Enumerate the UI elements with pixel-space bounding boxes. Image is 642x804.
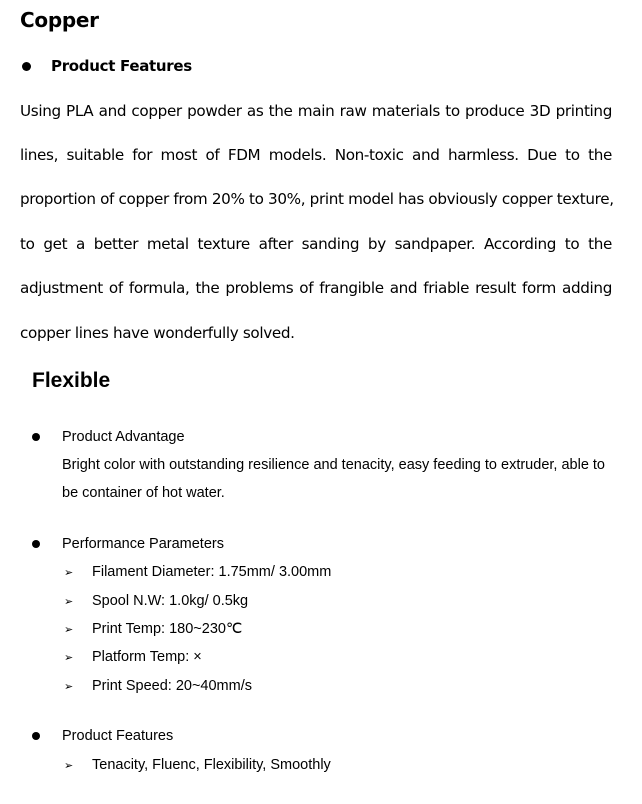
copper-paragraph-line: to get a better metal texture after sanding by sandpaper. According to the xyxy=(20,235,612,253)
flexible-section-title: Flexible xyxy=(32,369,111,392)
copper-paragraph-line: lines, suitable for most of FDM models. Non-toxic and harmless. Due to the xyxy=(20,146,612,164)
copper-section-title: Copper xyxy=(20,8,99,32)
arrow-bullet-icon: ➢ xyxy=(64,595,74,608)
copper-paragraph-line: copper lines have wonderfully solved. xyxy=(20,324,295,342)
parameter-item: Print Temp: 180~230℃ xyxy=(92,621,243,637)
arrow-bullet-icon: ➢ xyxy=(64,651,74,664)
advantage-text-line: Bright color with outstanding resilience and tenacity, easy feeding to extruder, able to xyxy=(62,457,605,473)
parameter-item: Filament Diameter: 1.75mm/ 3.00mm xyxy=(92,564,332,580)
parameter-item: Platform Temp: × xyxy=(92,649,202,665)
features-heading: Product Features xyxy=(62,728,174,744)
parameter-item: Spool N.W: 1.0kg/ 0.5kg xyxy=(92,593,249,609)
performance-heading: Performance Parameters xyxy=(62,536,224,552)
bullet-icon xyxy=(32,433,40,441)
copper-paragraph-line: Using PLA and copper powder as the main raw materials to produce 3D printing xyxy=(20,102,612,120)
bullet-icon xyxy=(32,732,40,740)
arrow-bullet-icon: ➢ xyxy=(64,759,74,772)
advantage-heading: Product Advantage xyxy=(62,429,185,445)
copper-paragraph-line: adjustment of formula, the problems of frangible and friable result form adding xyxy=(20,279,612,297)
arrow-bullet-icon: ➢ xyxy=(64,566,74,579)
copper-features-heading: Product Features xyxy=(51,57,192,75)
advantage-text-line: be container of hot water. xyxy=(62,485,225,501)
feature-item: Tenacity, Fluenc, Flexibility, Smoothly xyxy=(92,757,331,773)
bullet-icon xyxy=(32,540,40,548)
arrow-bullet-icon: ➢ xyxy=(64,680,74,693)
copper-paragraph-line: proportion of copper from 20% to 30%, print model has obviously copper texture, xyxy=(20,190,614,208)
arrow-bullet-icon: ➢ xyxy=(64,623,74,636)
parameter-item: Print Speed: 20~40mm/s xyxy=(92,678,252,694)
bullet-icon xyxy=(22,62,31,71)
